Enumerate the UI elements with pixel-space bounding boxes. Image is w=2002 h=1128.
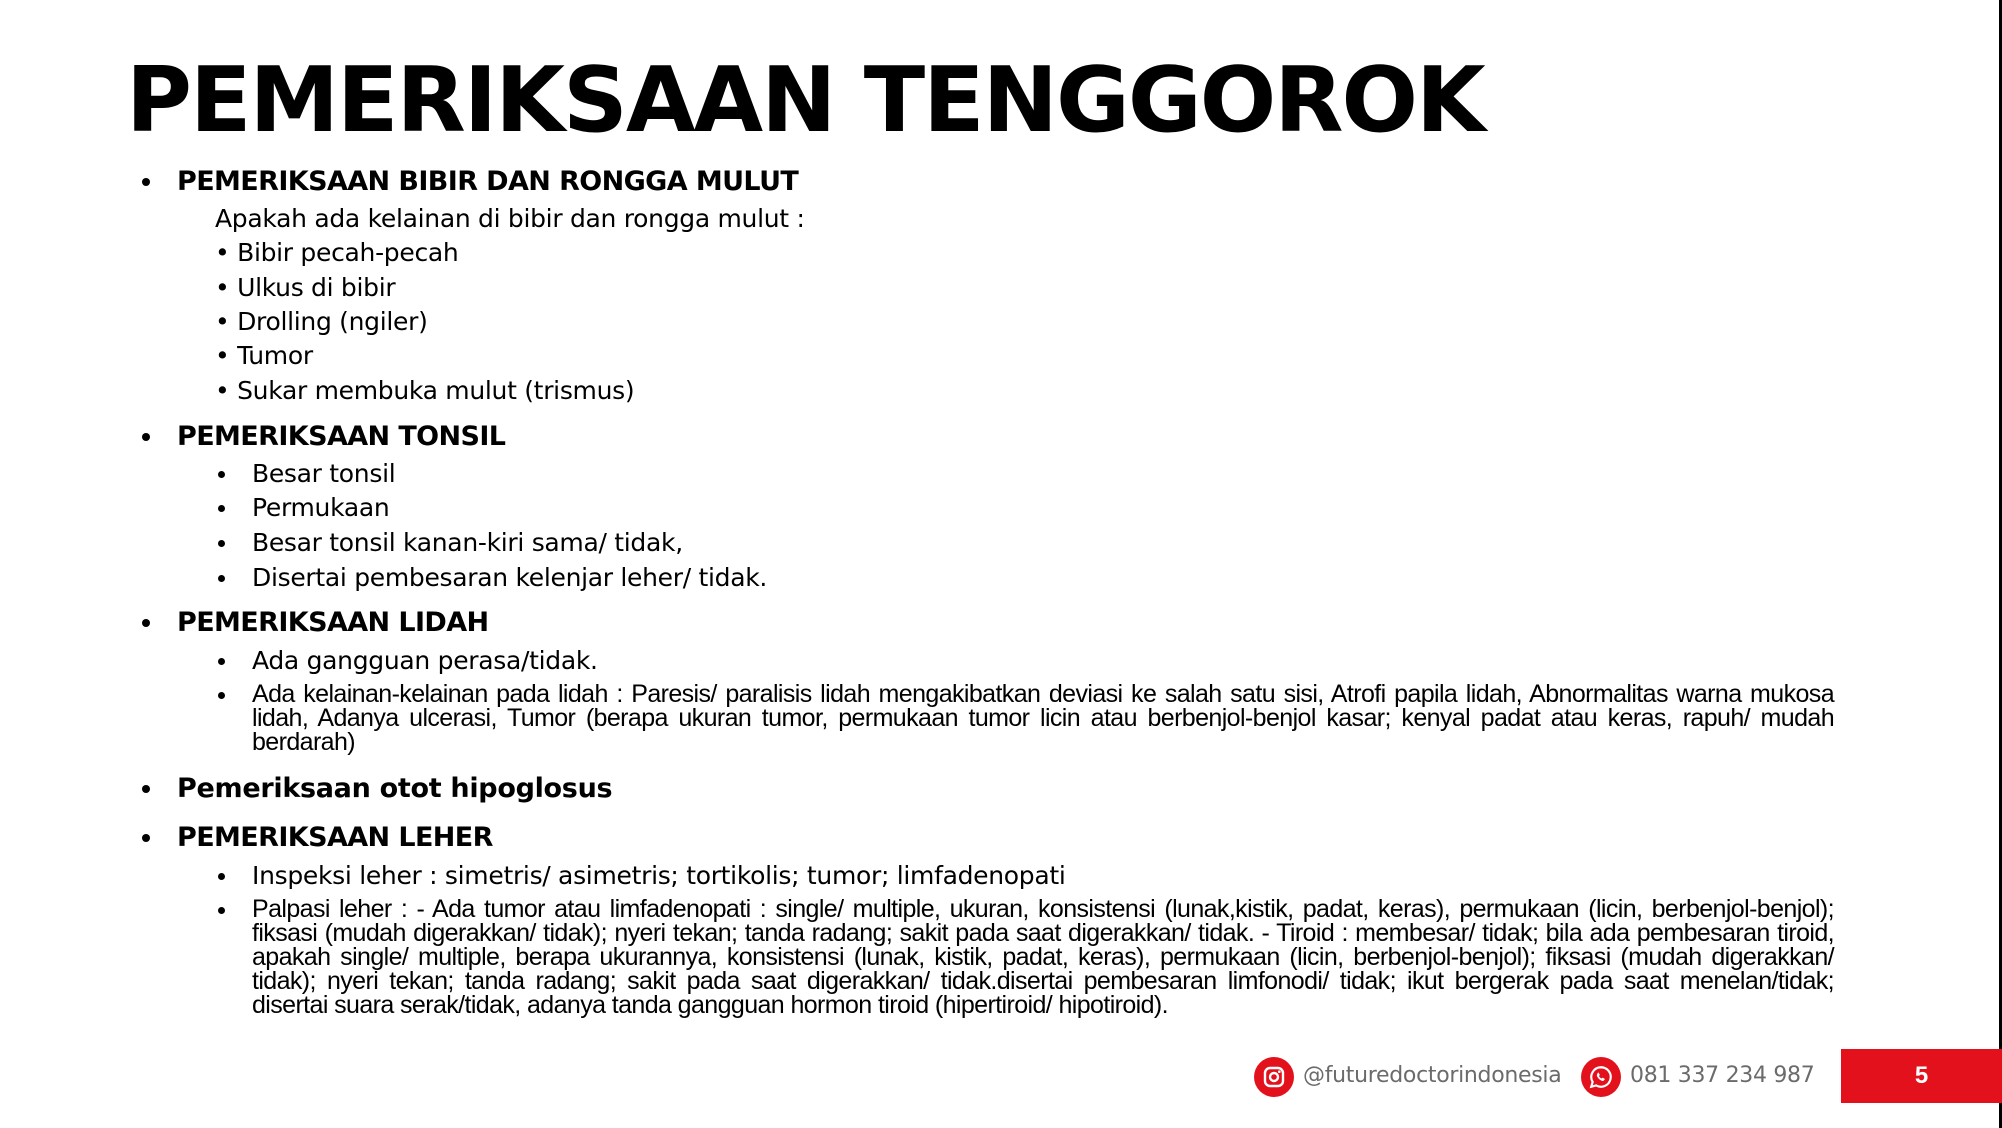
list-item: • Sukar membuka mulut (trismus) bbox=[215, 376, 635, 405]
bullet-icon bbox=[218, 692, 225, 699]
bullet-icon bbox=[142, 785, 150, 793]
bullet-icon bbox=[218, 540, 225, 547]
bullet-icon bbox=[218, 658, 225, 665]
slide-title: PEMERIKSAAN TENGGOROK bbox=[126, 48, 1484, 153]
list-item: • Drolling (ngiler) bbox=[215, 307, 428, 336]
list-item-paragraph: Ada kelainan-kelainan pada lidah : Paresis/ paralisis lidah mengakibatkan deviasi ke salah satu sisi, Atrofi papila lidah, Abnormalitas warna mukosa lidah, Adanya ulcerasi, Tumor (berapa ukuran tumor, permukaan tumor licin atau berbenjol-benjol kasar; kenyal padat atau keras, rapuh/ mudah berdarah) bbox=[252, 680, 1834, 756]
list-item: • Tumor bbox=[215, 341, 313, 370]
bullet-icon bbox=[218, 907, 225, 914]
list-item-text: Ada gangguan perasa/tidak. bbox=[252, 646, 598, 675]
page-number: 5 bbox=[1914, 1062, 1929, 1089]
page-number-badge bbox=[1841, 1049, 2002, 1103]
bullet-icon bbox=[218, 575, 225, 582]
section-heading-text: PEMERIKSAAN LEHER bbox=[177, 822, 493, 853]
section-intro: Apakah ada kelainan di bibir dan rongga mulut : bbox=[215, 204, 805, 233]
bullet-icon bbox=[142, 433, 150, 441]
list-item: • Bibir pecah-pecah bbox=[215, 238, 459, 267]
instagram-glyph-icon bbox=[1262, 1065, 1286, 1089]
instagram-handle[interactable]: @futuredoctorindonesia bbox=[1303, 1063, 1562, 1088]
list-item-text: Disertai pembesaran kelenjar leher/ tidak. bbox=[252, 563, 768, 592]
section-heading-text: PEMERIKSAAN LIDAH bbox=[177, 607, 489, 638]
section-heading-text: PEMERIKSAAN TONSIL bbox=[177, 421, 506, 452]
section-heading-text: PEMERIKSAAN BIBIR DAN RONGGA MULUT bbox=[177, 166, 799, 197]
list-item: • Ulkus di bibir bbox=[215, 273, 396, 302]
bullet-icon bbox=[142, 619, 150, 627]
bullet-icon bbox=[218, 873, 225, 880]
bullet-icon bbox=[142, 178, 150, 186]
whatsapp-icon[interactable] bbox=[1581, 1057, 1621, 1097]
whatsapp-glyph-icon bbox=[1588, 1064, 1614, 1090]
list-item-text: Besar tonsil kanan-kiri sama/ tidak, bbox=[252, 528, 683, 557]
list-item-paragraph: Palpasi leher : - Ada tumor atau limfadenopati : single/ multiple, ukuran, konsistensi (lunak,kistik, padat, keras), permukaan (licin, berbenjol-benjol); fiksasi (mudah digerakkan/ tidak); nyeri tekan; tanda radang; sakit pada saat digerakkan/ tidak. - Tiroid : membesar/ tidak; bila ada pembesaran tiroid, apakah single/ multiple, berapa ukurannya, konsistensi (lunak, kistik, padat, keras), permukaan (licin, berbenjol-benjol); fiksasi (mudah digerakkan/ tidak); nyeri tekan; tanda radang; sakit pada saat digerakkan/ tidak.disertai pembesaran limfonodi/ tidak; ikut bergerak pada saat menelan/tidak; disertai suara serak/tidak, adanya tanda gangguan hormon tiroid (hipertiroid/ hipotiroid). bbox=[252, 895, 1834, 1019]
bullet-icon bbox=[218, 505, 225, 512]
phone-number[interactable]: 081 337 234 987 bbox=[1630, 1063, 1815, 1088]
section-heading-text: Pemeriksaan otot hipoglosus bbox=[177, 773, 613, 804]
list-item-text: Permukaan bbox=[252, 493, 390, 522]
instagram-icon[interactable] bbox=[1254, 1057, 1294, 1097]
bullet-icon bbox=[142, 834, 150, 842]
bullet-icon bbox=[218, 471, 225, 478]
list-item-text: Besar tonsil bbox=[252, 459, 396, 488]
list-item-text: Inspeksi leher : simetris/ asimetris; tortikolis; tumor; limfadenopati bbox=[252, 861, 1066, 890]
